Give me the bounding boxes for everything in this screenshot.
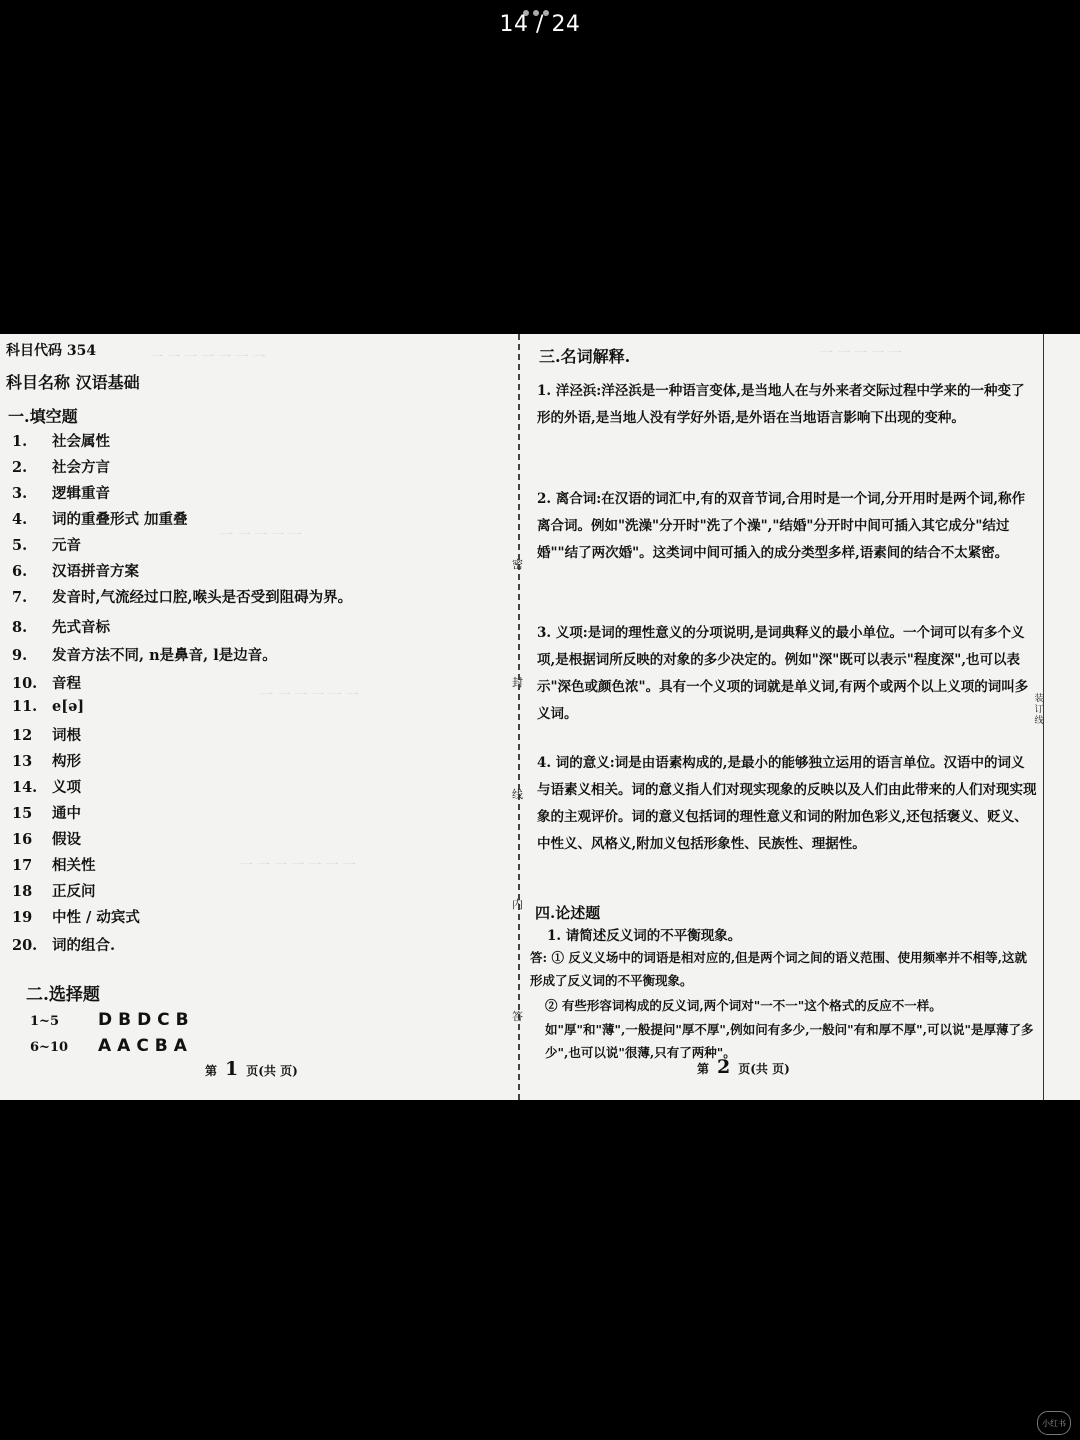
fill-answer: 2. 社会方言 — [12, 459, 110, 476]
bleed-through-text: 一 一 一 一 一 一 一 — [150, 350, 266, 365]
answer-sheet-photo — [0, 334, 1080, 1100]
bleed-through-text: 一 一 一 一 一 — [820, 346, 902, 361]
fill-answer: 19 中性 / 动宾式 — [12, 909, 140, 926]
bleed-through-text: 一 一 一 一 一 一 一 — [240, 858, 356, 873]
viewer-header — [0, 0, 1080, 60]
section-title-fill-in: 一.填空题 — [8, 407, 78, 426]
fill-answer: 13 构形 — [12, 753, 81, 770]
choice-row: 6~10 AACBA — [30, 1036, 193, 1056]
section-title-essay: 四.论述题 — [535, 904, 601, 922]
fill-answer: 20. 词的组合. — [12, 937, 116, 954]
fill-answer: 17 相关性 — [12, 857, 96, 874]
term-definition: 3. 义项:是词的理性意义的分项说明,是词典释义的最小单位。一个词可以有多个义项,是根据词所反映的对象的多少决定的。例如"深"既可以表示"程度深",也可以表示"深色或颜色浓"。具有一个义项的词就是单义词,有两个或两个以上义项的词叫多义词。 — [537, 625, 1029, 722]
binding-label: 装订线 — [1034, 694, 1044, 726]
fill-answer: 5. 元音 — [12, 537, 81, 554]
fill-answer: 1. 社会属性 — [12, 433, 110, 450]
section-title-choice: 二.选择题 — [26, 985, 100, 1005]
page-footer: 第 1 页(共 页) — [205, 1058, 298, 1080]
fill-answer: 6. 汉语拼音方案 — [12, 563, 139, 580]
fill-answer: 15 通中 — [12, 805, 81, 822]
essay-answer: ② 有些形容词构成的反义词,两个词对"一不一"这个格式的反应不一样。 — [545, 998, 942, 1013]
fill-answer: 7. 发音时,气流经过口腔,喉头是否受到阻碍为界。 — [12, 589, 353, 606]
term-definition: 1. 洋泾浜:洋泾浜是一种语言变体,是当地人在与外来者交际过程中学来的一种变了形的外语,是当地人没有学好外语,是外语在当地语言影响下出现的变种。 — [537, 383, 1025, 426]
page-footer: 第 2 页(共 页) — [697, 1056, 790, 1078]
right-page — [525, 334, 1035, 1100]
fill-answer: 16 假设 — [12, 831, 81, 848]
fold-mark: 内 — [512, 898, 523, 911]
essay-answer: 答: ① 反义义场中的词语是相对应的,但是两个词之间的语义范围、使用频率并不相等,这就形成了反义词的不平衡现象。 — [530, 950, 1028, 988]
essay-question: 1. 请简述反义词的不平衡现象。 — [547, 928, 742, 944]
subject-code: 科目代码 354 — [6, 343, 97, 359]
fill-answer: 10. 音程 — [12, 675, 81, 692]
essay-answer: 如"厚"和"薄",一般提问"厚不厚",例如问有多少,一般问"有和厚不厚",可以说"是厚薄了多少",也可以说"很薄,只有了两种"。 — [545, 1022, 1034, 1060]
fill-answer: 4. 词的重叠形式 加重叠 — [12, 511, 188, 528]
left-page — [0, 334, 515, 1100]
section-title-terms: 三.名词解释. — [539, 347, 631, 366]
fold-line — [518, 334, 520, 1100]
fill-answer: 12 词根 — [12, 727, 81, 744]
fold-mark: 线 — [512, 788, 523, 801]
bleed-through-text: 一 一 一 一 一 一 — [260, 688, 359, 703]
fill-answer: 3. 逻辑重音 — [12, 485, 110, 502]
fill-answer: 11. e[ə] — [12, 698, 85, 715]
subject-name: 科目名称 汉语基础 — [6, 373, 140, 392]
fold-mark: 答 — [512, 1010, 523, 1023]
term-definition: 4. 词的意义:词是由语素构成的,是最小的能够独立运用的语言单位。汉语中的词义与语素义相关。词的意义指人们对现实现象的反映以及人们由此带来的人们对现实现象的主观评价。词的意义包括词的理性意义和词的附加色彩义,还包括褒义、贬义、中性义、风格义,附加义包括形象性、民族性、理据性。 — [537, 755, 1037, 852]
fill-answer: 9. 发音方法不同, n是鼻音, l是边音。 — [12, 647, 277, 664]
term-definition: 2. 离合词:在汉语的词汇中,有的双音节词,合用时是一个词,分开用时是两个词,称作离合词。例如"洗澡"分开时"洗了个澡","结婚"分开时中间可插入其它成分"结过婚""结了两次婚"。这类词中间可插入的成分类型多样,语素间的结合不太紧密。 — [537, 491, 1026, 561]
bleed-through-text: 一 一 一 一 一 — [220, 528, 302, 543]
fold-mark: 密 — [512, 558, 523, 571]
fill-answer: 14. 义项 — [12, 779, 81, 796]
choice-row: 1~5 DBDCB — [30, 1010, 195, 1030]
page-counter: 14 / 24 — [499, 12, 581, 37]
fill-answer: 18 正反问 — [12, 883, 96, 900]
fold-mark: 封 — [512, 676, 523, 689]
app-watermark-logo: 小红书 — [1037, 1411, 1071, 1435]
fill-answer: 8. 先式音标 — [12, 619, 110, 636]
